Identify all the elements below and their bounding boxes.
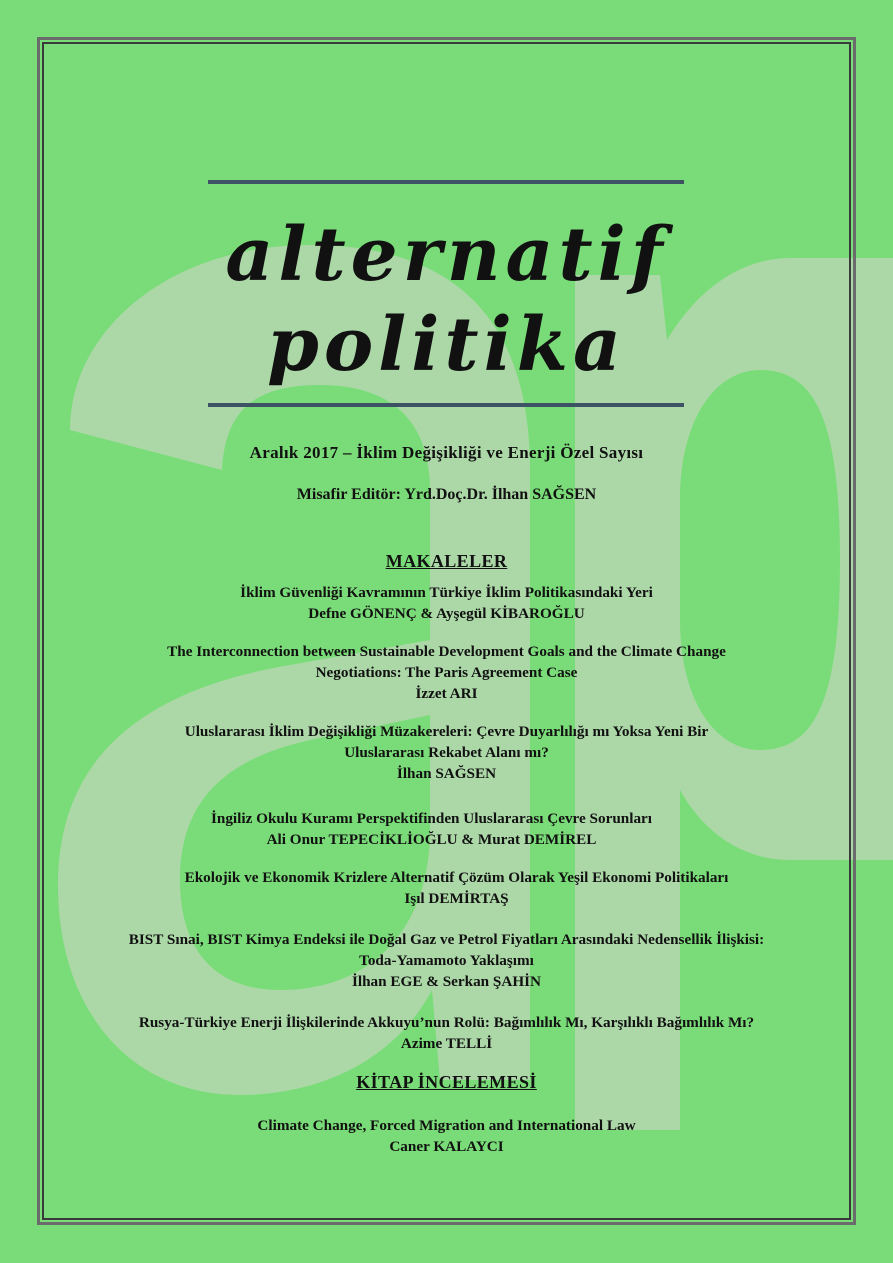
article-title: Rusya-Türkiye Enerji İlişkilerinde Akkuyu’nun Rolü: Bağımlılık Mı, Karşılıklı Bağımlılık Mı? [138, 1014, 755, 1031]
journal-title-line1: alternatif [225, 212, 668, 298]
issue-line: Aralık 2017 – İklim Değişikliği ve Enerji Özel Sayısı [249, 443, 644, 462]
article-entry [60, 582, 833, 624]
article-title: Ekolojik ve Ekonomik Krizlere Alternatif Çözüm Olarak Yeşil Ekonomi Politikaları [184, 869, 729, 886]
article-title: BIST Sınai, BIST Kimya Endeksi ile Doğal Gaz ve Petrol Fiyatları Arasındaki Nedensellik İlişkisi: [128, 931, 765, 948]
article-authors: Işıl DEMİRTAŞ [404, 890, 509, 907]
article-entry [70, 867, 843, 909]
article-title: Uluslararası İklim Değişikliği Müzakereleri: Çevre Duyarlılığı mı Yoksa Yeni Bir [184, 723, 709, 740]
article-authors: İlhan SAĞSEN [396, 765, 497, 782]
article-authors: Ali Onur TEPECİKLİOĞLU & Murat DEMİREL [266, 831, 597, 848]
article-entry [60, 929, 833, 992]
article-title: İngiliz Okulu Kuramı Perspektifinden Uluslararası Çevre Sorunları [210, 810, 653, 827]
title-rule-top [208, 180, 684, 184]
article-authors: İlhan EGE & Serkan ŞAHİN [351, 973, 542, 990]
article-title: Uluslararası Rekabet Alanı mı? [344, 744, 549, 761]
guest-editor: Misafir Editör: Yrd.Doç.Dr. İlhan SAĞSEN [296, 486, 597, 503]
articles-heading: MAKALELER [385, 551, 508, 571]
book-review-entry [60, 1115, 833, 1157]
article-title: The Interconnection between Sustainable Development Goals and the Climate Change [167, 643, 726, 660]
article-title: Toda-Yamamoto Yaklaşımı [359, 952, 534, 969]
journal-title-line2: politika [267, 302, 626, 388]
article-title: İklim Güvenliği Kavramının Türkiye İklim Politikasındaki Yeri [240, 584, 653, 601]
article-entry [60, 721, 833, 784]
review-authors: Caner KALAYCI [389, 1138, 504, 1155]
book-review-heading: KİTAP İNCELEMESİ [356, 1072, 537, 1092]
title-rule-bottom [208, 403, 684, 407]
review-title: Climate Change, Forced Migration and International Law [257, 1117, 636, 1134]
article-title: Negotiations: The Paris Agreement Case [315, 664, 578, 681]
article-entry [60, 1012, 833, 1054]
article-authors: Defne GÖNENÇ & Ayşegül KİBAROĞLU [308, 605, 585, 622]
article-authors: Azime TELLİ [400, 1035, 493, 1052]
article-authors: İzzet ARI [415, 685, 478, 702]
article-entry [45, 808, 818, 850]
article-entry [60, 641, 833, 704]
